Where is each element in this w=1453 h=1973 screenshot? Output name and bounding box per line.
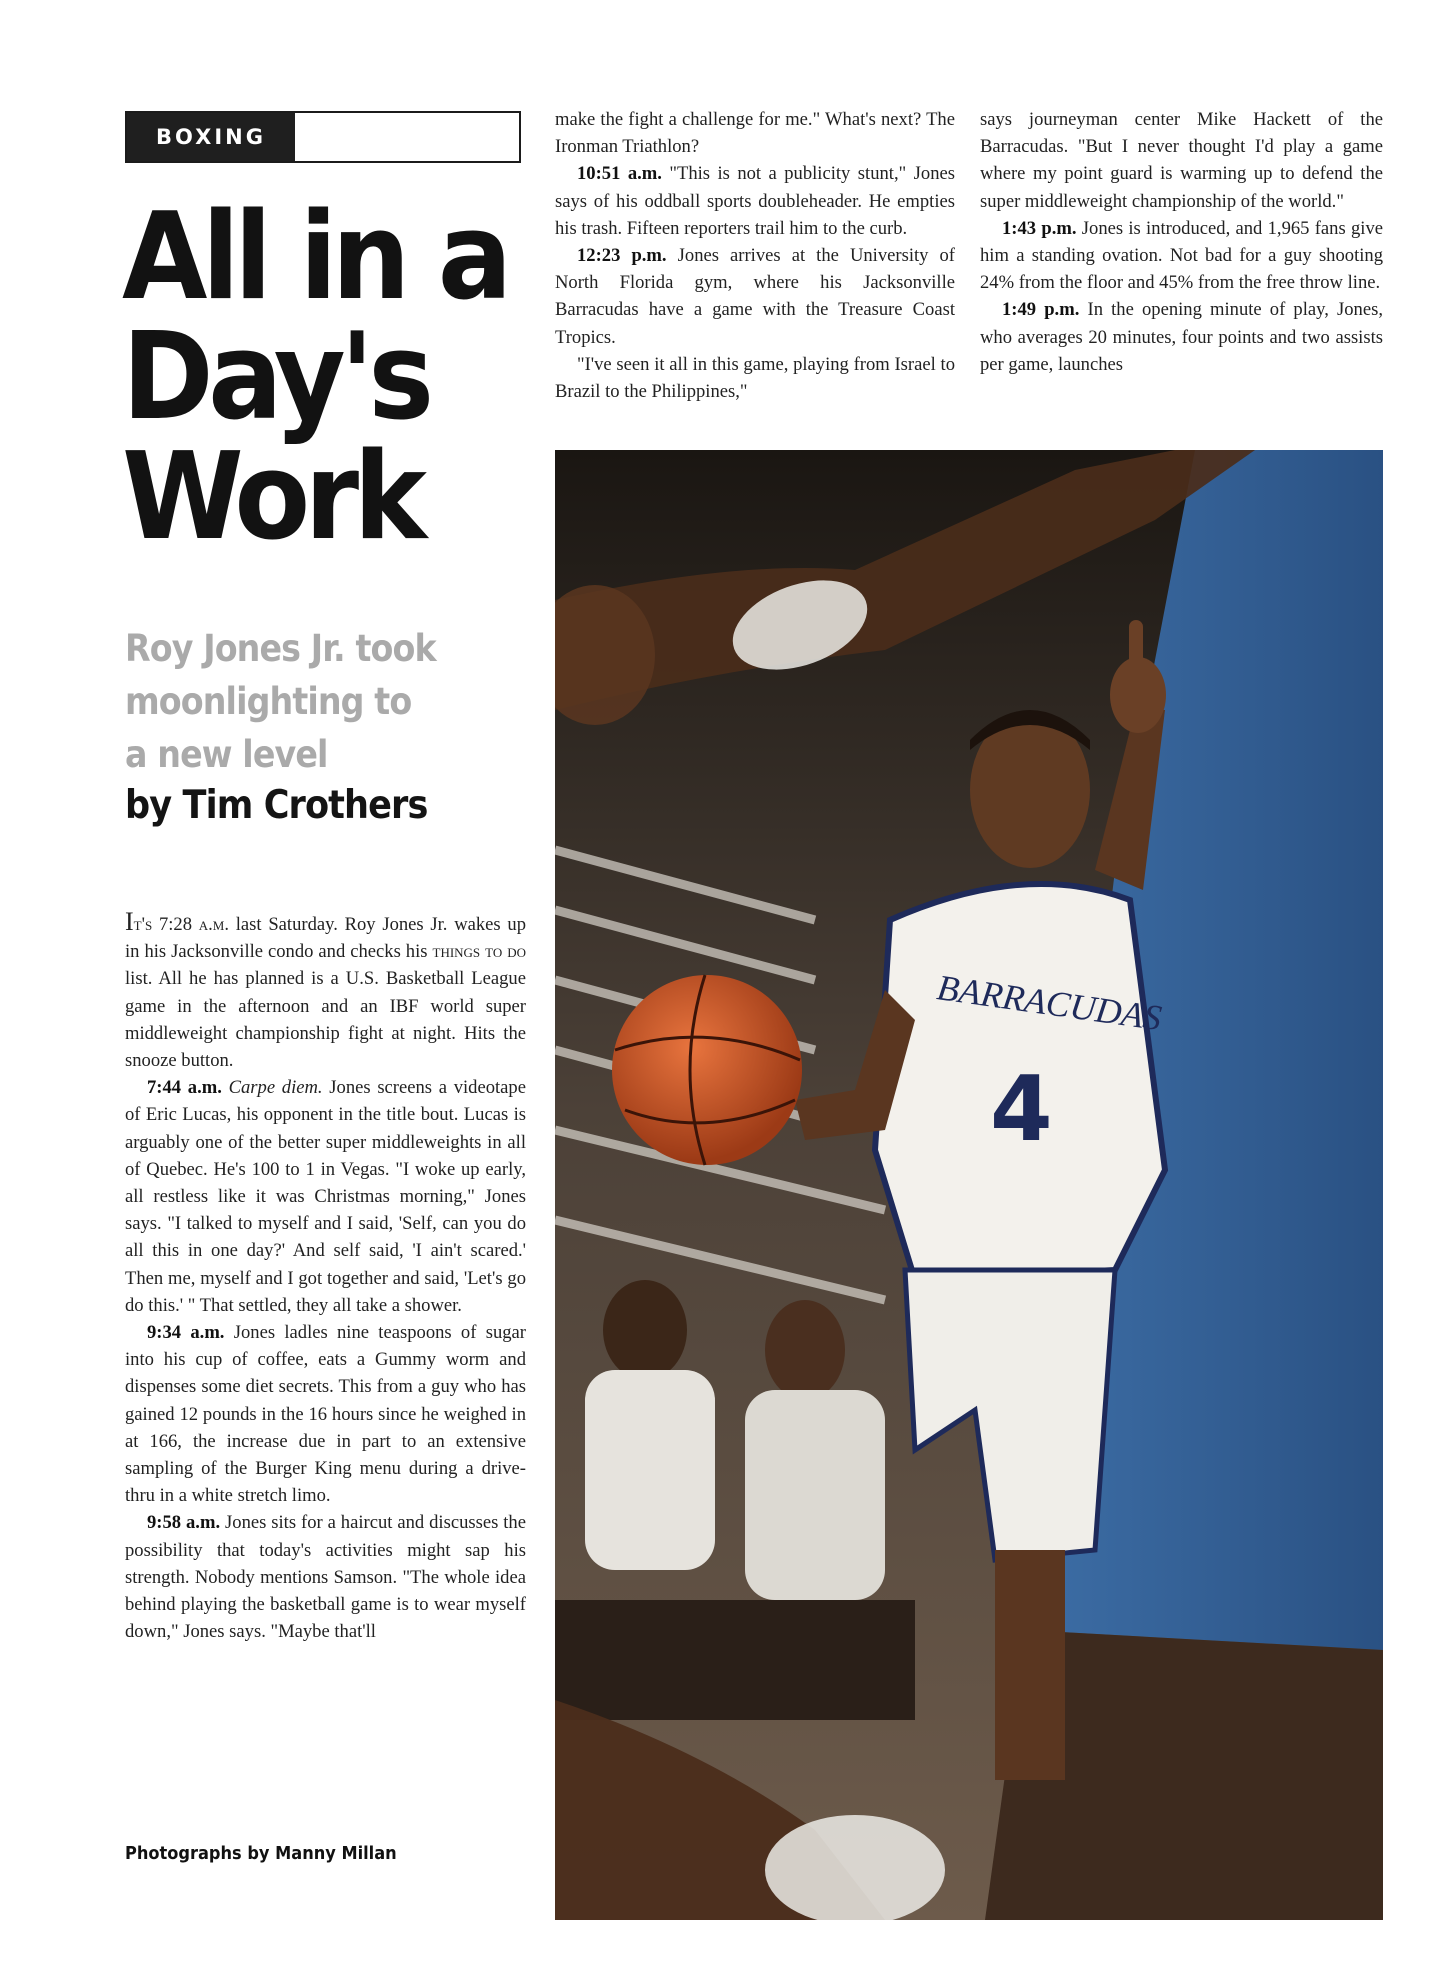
emphasis: Carpe diem. [228,1077,323,1099]
jersey-text: BARRACUDAS [934,967,1164,1039]
paragraph-text: "I've seen it all in this game, playing from Israel to Brazil to the Philippines," [555,353,955,403]
timestamp: 7:44 a.m. [147,1077,222,1099]
section-label: BOXING [127,113,295,161]
deck-line-1: Roy Jones Jr. took [125,627,436,670]
jersey-number: 4 [990,1057,1053,1162]
lead-in: t's [133,914,153,935]
timestamp: 1:43 p.m. [1002,217,1077,239]
timestamp: 10:51 a.m. [577,163,662,185]
paragraph-text: Jones is introduced, and 1,965 fans give him a standing ovation. Not bad for a guy shooting 24% from the floor and 45% from the free throw line. [980,217,1384,294]
section-tag [125,111,521,163]
paragraph-text: says journeyman center Mike Hackett of the Barracudas. "But I never thought I'd play a game where my point guard is warming up to defend the super middleweight championship of the world." [980,109,1383,212]
drop-cap: I [125,907,134,936]
paragraph [980,215,1383,297]
paragraph-text: Jones ladles nine teaspoons of sugar into his cup of coffee, eats a Gummy worm and dispenses some diet secrets. This from a guy who has gained 12 pounds in the 16 hours since he weighed in at 166, the increase due in part to an extensive sampling of the Burger King menu during a drive-thru in a white stretch limo. [125,1322,526,1507]
timestamp: 9:34 a.m. [147,1322,225,1344]
paragraph [125,1074,526,1319]
paragraph [125,908,526,1074]
timestamp: 7:28 a.m. [158,914,229,935]
headline-line-2: Day's [122,308,429,447]
paragraph-text: "This is not a publicity stunt," Jones says of his oddball sports doubleheader. He empties his trash. Fifteen reporters trail him to the curb. [555,163,955,239]
basketball-photo [555,450,1383,1920]
paragraph [980,296,1383,378]
deck [125,622,545,781]
timestamp: 9:58 a.m. [147,1512,221,1534]
paragraph [555,106,955,160]
photo-illustration [555,450,1383,1920]
timestamp: 1:49 p.m. [1002,299,1080,321]
headline-line-3: Work [122,428,422,567]
paragraph [980,106,1383,215]
article-column-2 [555,106,955,405]
paragraph-text: last Saturday. Roy Jones Jr. wakes up in his Jacksonville condo and checks his [125,914,526,963]
article-column-3 [980,106,1383,378]
paragraph-text: Jones sits for a haircut and discusses the possibility that today's activities might sap his strength. Nobody mentions Samson. "The whole idea behind playing the basketball game is to wear myself down," Jones says. "Maybe that'll [125,1512,526,1643]
paragraph-text: list. All he has planned is a U.S. Basketball League game in the afternoon and an IBF world super middleweight championship fight at night. Hits the snooze button. [125,968,526,1072]
paragraph [125,1319,526,1509]
headline [122,188,542,567]
deck-line-3: a new level [125,733,328,776]
byline: by Tim Crothers [125,783,428,828]
paragraph [555,351,955,405]
article-column-1 [125,908,526,1645]
photo-credit: Photographs by Manny Millan [125,1843,397,1864]
paragraph-text: In the opening minute of play, Jones, who averages 20 minutes, four points and two assists per game, launches [980,299,1383,375]
timestamp: 12:23 p.m. [577,245,667,267]
list-name: things to do [432,941,526,963]
paragraph-text: Jones screens a videotape of Eric Lucas, his opponent in the title bout. Lucas is arguably one of the better super middleweights in all of Quebec. He's 100 to 1 in Vegas. "I woke up early, all restless like it was Christmas morning," Jones says. "I talked to myself and I said, 'Self, can you do all this in one day?' And self said, 'I ain't scared.' Then me, myself and I got together and said, 'Let's go do this.' " That settled, they all take a shower. [125,1077,526,1316]
headline-line-1: All in a [122,188,507,327]
paragraph [555,242,955,351]
deck-line-2: moonlighting to [125,680,412,723]
paragraph-text: Jones arrives at the University of North Florida gym, where his Jacksonville Barracudas have a game with the Treasure Coast Tropics. [555,245,956,348]
paragraph [555,160,955,242]
paragraph-text: make the fight a challenge for me." What's next? The Ironman Triathlon? [555,109,955,158]
paragraph [125,1509,526,1645]
basketball-icon [612,975,802,1165]
